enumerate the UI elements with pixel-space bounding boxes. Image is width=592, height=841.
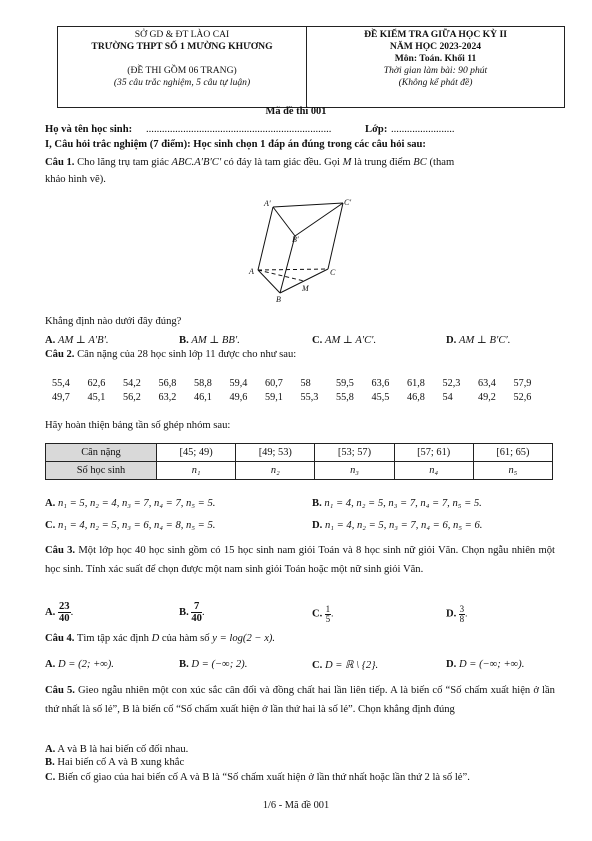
table-cell: [61; 65) [473, 444, 552, 462]
table-cell: n₄ [394, 462, 473, 480]
label-b: B [276, 295, 281, 304]
q1-option-a[interactable]: A. AM ⊥ A′B′. [45, 335, 109, 346]
weight-value: 63,2 [158, 392, 177, 403]
exam-title: ĐỀ KIỂM TRA GIỮA HỌC KỲ II [364, 29, 507, 40]
weight-value: 46,8 [407, 392, 425, 403]
class-label: Lớp: [365, 124, 388, 135]
table-cell: n₁ [157, 462, 236, 480]
q1-option-b[interactable]: B. AM ⊥ BB′. [179, 335, 240, 346]
label-m: M [302, 284, 309, 293]
label-c-prime: C′ [344, 198, 352, 207]
weight-value: 55,8 [336, 392, 354, 403]
question-2-prompt: Hãy hoàn thiện bảng tần số ghép nhóm sau: [45, 420, 231, 431]
q4-option-b[interactable]: B. D = (−∞; 2). [179, 659, 248, 670]
weight-value: 57,9 [513, 378, 532, 389]
exam-code: Mã đề thi 001 [265, 106, 327, 117]
table-cell: [57; 61) [394, 444, 473, 462]
header-left [58, 29, 306, 89]
weight-value: 59,4 [229, 378, 248, 389]
weight-value: 54,2 [123, 378, 141, 389]
weight-value: 55,4 [52, 378, 70, 389]
q5-option-b[interactable]: B. Hai biến cố A và B xung khắc [45, 757, 185, 768]
table-header-weight: Cân nặng [46, 444, 157, 462]
weight-value: 49,2 [478, 392, 496, 403]
weight-value: 46,1 [194, 392, 212, 403]
q5-option-c[interactable]: C. Biến cố giao của hai biến cố A và B là “Số chấm xuất hiện ở lần thứ nhất hoặc lần thứ 2 là số lẻ”. [45, 772, 470, 783]
label-a: A [249, 267, 254, 276]
q2-option-d[interactable]: D. n₁ = 4, n₂ = 5, n₃ = 7, n₄ = 6, n₅ = 6. [312, 520, 483, 531]
question-1-text: Câu 1. Cho lăng trụ tam giác ABC.A′B′C′ có đáy là tam giác đều. Gọi M là trung điểm BC (tham [45, 157, 455, 168]
q4-option-a[interactable]: A. D = (2; +∞). [45, 659, 114, 670]
time-allowed: Thời gian làm bài: 90 phút [383, 65, 488, 76]
weight-value: 54 [442, 392, 453, 403]
question-1-text-cont: khảo hình vẽ). [45, 174, 106, 185]
school-name: TRƯỜNG THPT SỐ 1 MƯỜNG KHƯƠNG [91, 41, 273, 52]
weight-value: 58,8 [194, 378, 212, 389]
question-2-label: Câu 2. [45, 349, 75, 360]
weight-value: 60,7 [265, 378, 283, 389]
question-5-label: Câu 5. [45, 685, 75, 696]
q1-option-c[interactable]: C. AM ⊥ A′C′. [312, 335, 377, 346]
page-footer: 1/6 - Mã đề 001 [262, 800, 330, 811]
table-cell: [45; 49) [157, 444, 236, 462]
weight-value: 59,1 [265, 392, 283, 403]
question-2-text: Câu 2. Cân nặng của 28 học sinh lớp 11 được cho như sau: [45, 349, 297, 360]
school-year: NĂM HỌC 2023-2024 [389, 41, 482, 52]
weight-value: 63,4 [478, 378, 496, 389]
weight-value: 58 [300, 378, 311, 389]
weight-value: 56,8 [158, 378, 177, 389]
class-field[interactable]: ........................ [391, 124, 455, 135]
question-1-label: Câu 1. [45, 157, 75, 168]
weight-row-2 [52, 392, 549, 403]
q2-option-a[interactable]: A. n₁ = 5, n₂ = 4, n₃ = 7, n₄ = 7, n₅ = 5. [45, 498, 216, 509]
prism-figure [240, 195, 360, 305]
q1-option-d[interactable]: D. AM ⊥ B′C′. [446, 335, 511, 346]
question-5-text: Câu 5. Gieo ngẫu nhiên một con xúc sắc cân đối và đồng chất hai lần liên tiếp. A là biến cố “Số chấm xuất hiện ở lần thứ nhất là số lẻ”, B là biến cố “Số chấm xuất hiện ở lần thứ hai là số lẻ”. Chọn khẳng định đúng [45, 685, 555, 715]
question-4-text: Câu 4. Tìm tập xác định D của hàm số y = log(2 − x). [45, 633, 276, 644]
q2-option-c[interactable]: C. n₁ = 4, n₂ = 5, n₃ = 6, n₄ = 8, n₅ = 5. [45, 520, 216, 531]
weight-value: 63,6 [371, 378, 390, 389]
exam-header [57, 26, 565, 108]
weight-value: 61,8 [407, 378, 425, 389]
q2-option-b[interactable]: B. n₁ = 4, n₂ = 5, n₃ = 7, n₄ = 7, n₅ = 5. [312, 498, 482, 509]
time-note: (Không kể phát đề) [398, 77, 473, 88]
student-name-field[interactable]: ...................................................................... [146, 124, 332, 135]
question-1-prompt: Khẳng định nào dưới đây đúng? [45, 316, 182, 327]
question-3-text: Câu 3. Một lớp học 40 học sinh gồm có 15 học sinh nam giỏi Toán và 8 học sinh nữ giỏi Văn. Chọn ngẫu nhiên một học sinh. Tính xác suất để chọn được một nam sinh giỏi Toán hoặc một nữ sinh giỏi Văn. [45, 545, 555, 575]
page-count-note: (ĐỀ THI GỒM 06 TRANG) [127, 65, 237, 76]
label-a-prime: A′ [264, 199, 271, 208]
table-cell: n₅ [473, 462, 552, 480]
weight-value: 49,6 [229, 392, 248, 403]
q3-option-b[interactable]: B. $\frac{7}{40}$ . [179, 601, 205, 624]
q3-option-d[interactable]: D. $\frac{3}{8}$ . [446, 604, 468, 624]
question-4-label: Câu 4. [45, 633, 75, 644]
table-row [46, 462, 553, 480]
subject-grade: Môn: Toán. Khối 11 [394, 53, 477, 64]
q3-option-a[interactable]: A. $\frac{23}{40}$ . [45, 601, 74, 624]
frequency-table [45, 443, 553, 480]
q3-option-c[interactable]: C. $\frac{1}{5}$ . [312, 604, 334, 624]
table-row [46, 444, 553, 462]
student-name-label: Họ và tên học sinh: [45, 124, 133, 135]
q4-option-d[interactable]: D. D = (−∞; +∞). [446, 659, 525, 670]
department-name: SỞ GD & ĐT LÀO CAI [134, 29, 230, 40]
weight-value: 52,6 [513, 392, 532, 403]
header-right [307, 29, 564, 89]
table-cell: n₃ [315, 462, 394, 480]
weight-value: 45,5 [371, 392, 390, 403]
weight-row-1 [52, 378, 549, 389]
weight-value: 59,5 [336, 378, 354, 389]
question-composition: (35 câu trắc nghiệm, 5 câu tự luận) [113, 77, 251, 88]
q5-option-a[interactable]: A. A và B là hai biến cố đối nhau. [45, 744, 189, 755]
label-b-prime: B′ [292, 235, 299, 244]
section-title: I, Câu hỏi trắc nghiệm (7 điểm): Học sinh chọn 1 đáp án đúng trong các câu hỏi sau: [45, 139, 426, 150]
weight-value: 45,1 [87, 392, 106, 403]
q4-option-c[interactable]: C. D = ℝ \ {2}. [312, 660, 379, 671]
table-header-count: Số học sinh [46, 462, 157, 480]
table-cell: n₂ [236, 462, 315, 480]
label-c: C [330, 268, 336, 277]
table-cell: [49; 53) [236, 444, 315, 462]
table-cell: [53; 57) [315, 444, 394, 462]
weight-value: 55,3 [300, 392, 319, 403]
weight-value: 52,3 [442, 378, 461, 389]
weight-value: 62,6 [87, 378, 106, 389]
weight-value: 49,7 [52, 392, 70, 403]
weight-value: 56,2 [123, 392, 141, 403]
question-3-label: Câu 3. [45, 545, 76, 556]
